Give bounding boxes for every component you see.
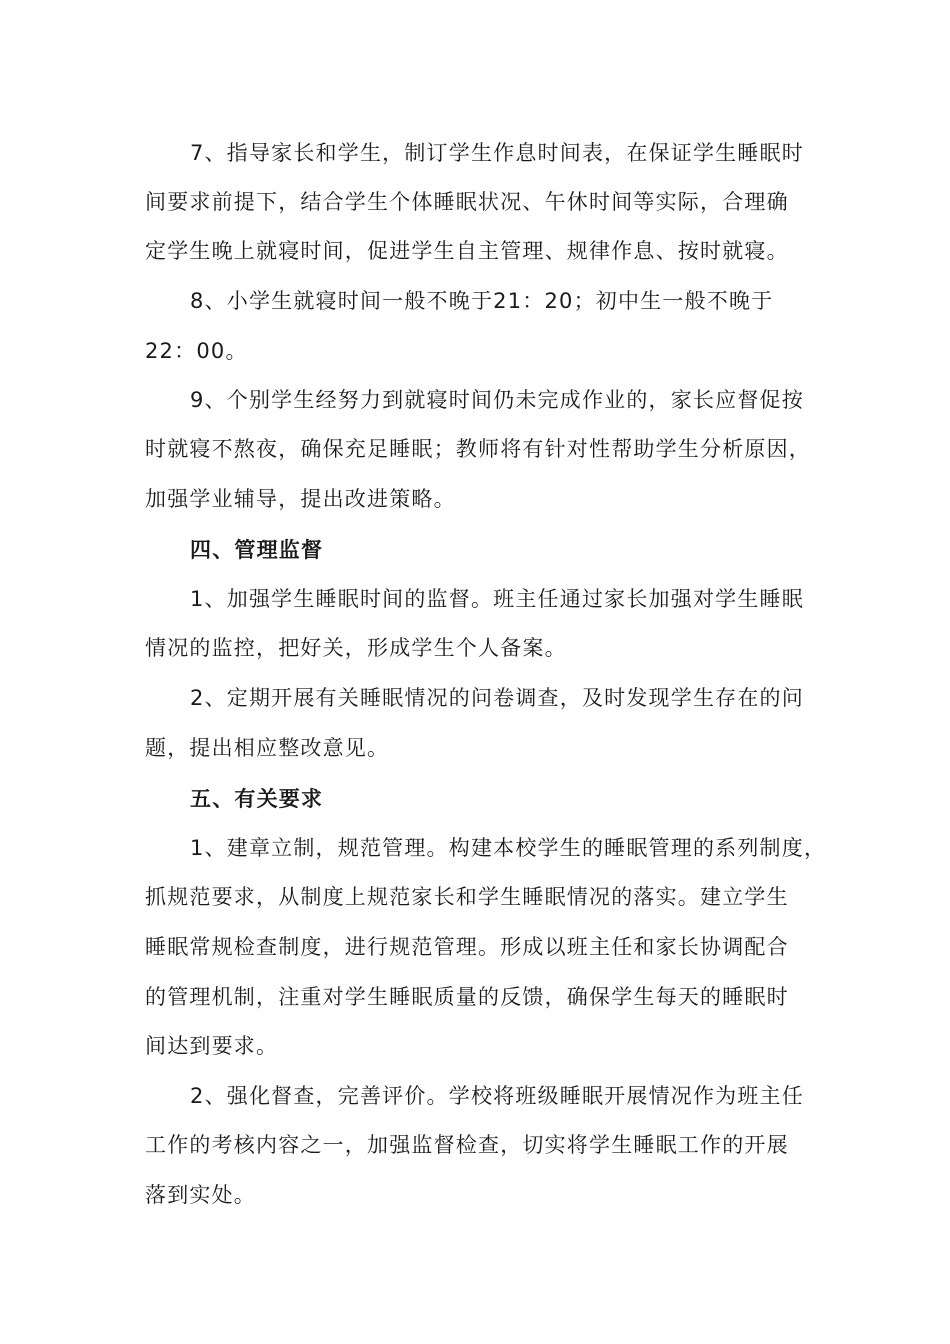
requirement-1-line-5: 间达到要求。 xyxy=(145,1034,279,1058)
paragraph-8-line-1: 8、小学生就寝时间一般不晚于21：20；初中生一般不晚于 xyxy=(190,289,774,313)
section-heading-requirements: 五、有关要求 xyxy=(190,787,324,811)
requirement-1-line-2: 抓规范要求，从制度上规范家长和学生睡眠情况的落实。建立学生 xyxy=(145,885,789,909)
requirement-2-line-1: 2、强化督查，完善评价。学校将班级睡眠开展情况作为班主任 xyxy=(190,1084,804,1108)
paragraph-7-line-1: 7、指导家长和学生，制订学生作息时间表，在保证学生睡眠时 xyxy=(190,141,804,165)
paragraph-7-line-3: 定学生晚上就寝时间，促进学生自主管理、规律作息、按时就寝。 xyxy=(145,239,789,263)
section-heading-supervision: 四、管理监督 xyxy=(190,538,324,562)
paragraph-9-line-1: 9、个别学生经努力到就寝时间仍未完成作业的，家长应督促按 xyxy=(190,388,804,412)
requirement-2-line-3: 落到实处。 xyxy=(145,1183,256,1207)
supervision-item-1-line-1: 1、加强学生睡眠时间的监督。班主任通过家长加强对学生睡眠 xyxy=(190,587,804,611)
requirement-1-line-1: 1、建章立制，规范管理。构建本校学生的睡眠管理的系列制度， xyxy=(190,836,827,860)
requirement-1-line-4: 的管理机制，注重对学生睡眠质量的反馈，确保学生每天的睡眠时 xyxy=(145,985,789,1009)
supervision-item-2-line-1: 2、定期开展有关睡眠情况的问卷调查，及时发现学生存在的问 xyxy=(190,686,804,710)
requirement-2-line-2: 工作的考核内容之一，加强监督检查，切实将学生睡眠工作的开展 xyxy=(145,1133,789,1157)
requirement-1-line-3: 睡眠常规检查制度，进行规范管理。形成以班主任和家长协调配合 xyxy=(145,935,789,959)
paragraph-8-line-2: 22：00。 xyxy=(145,339,248,363)
paragraph-7-line-2: 间要求前提下，结合学生个体睡眠状况、午休时间等实际，合理确 xyxy=(145,190,789,214)
paragraph-9-line-2: 时就寝不熬夜，确保充足睡眠；教师将有针对性帮助学生分析原因， xyxy=(145,437,811,461)
supervision-item-2-line-2: 题，提出相应整改意见。 xyxy=(145,736,390,760)
paragraph-9-line-3: 加强学业辅导，提出改进策略。 xyxy=(145,487,456,511)
supervision-item-1-line-2: 情况的监控，把好关，形成学生个人备案。 xyxy=(145,636,567,660)
